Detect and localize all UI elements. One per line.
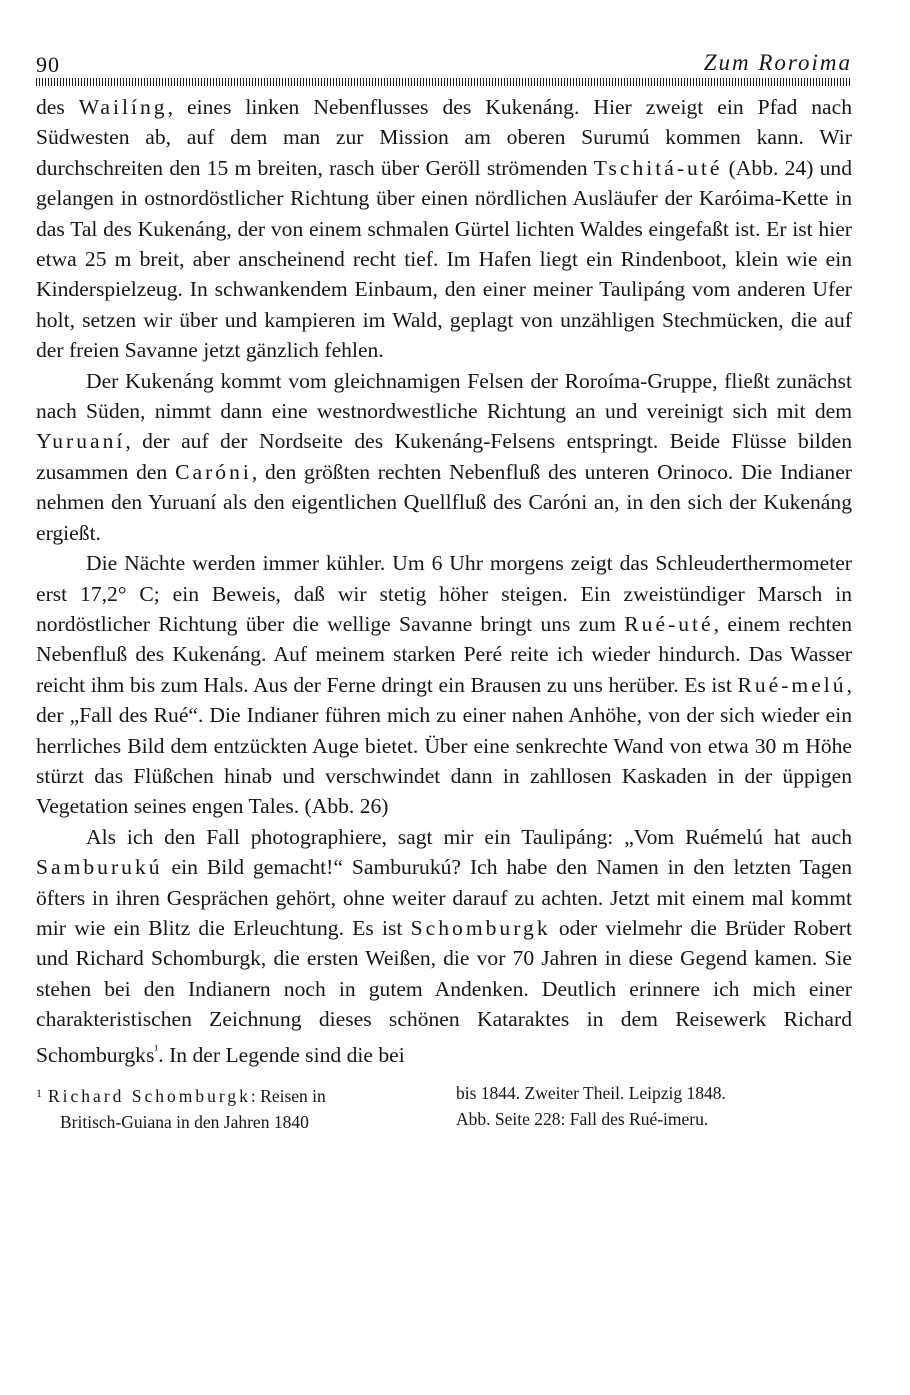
paragraph (36, 92, 852, 366)
paragraph (36, 548, 852, 822)
text-run: Die Nächte werden immer kühler. Um 6 Uhr morgens zeigt das Schleuderthermometer erst 17,2° C; ein Beweis, daß wir stetig höher steigen. Ein zweistündiger Marsch in nordöstlicher Richtung über die wellige Savanne bringt uns zum (36, 551, 852, 636)
text-run: oder vielmehr die Brüder Robert und Richard Schomburgk, die ersten Weißen, die vor 70 Jahren in diese Gegend kamen. Sie stehen bei den Indianern noch in gutem Andenken. Deutlich erinnere ich mich einer charakteristischen Zeichnung dieses schönen Kataraktes in dem Reisewerk Richard Schomburgks (36, 915, 852, 1067)
footnote-left-column (36, 1080, 434, 1135)
header-rule (36, 78, 852, 86)
footnote-right-column (456, 1080, 852, 1135)
spaced-name: Caróni (175, 459, 252, 484)
text-run: , der „Fall des Rué“. Die Indianer führen mich zu einer nahen Anhöhe, von der sich wieder ein herrliches Bild dem entzückten Auge bietet. Über eine senkrechte Wand von etwa 30 m Höhe stürzt das Flüßchen hinab und verschwindet dann in zahllosen Kaskaden in der üppigen Vegetation seines engen Tales. (Abb. 26) (36, 672, 852, 819)
page-header (36, 50, 852, 76)
text-run: . In der Legende sind die bei (158, 1042, 405, 1067)
spaced-name: Rué-uté (624, 611, 714, 636)
text-run: (Abb. 24) und gelangen in ostnordöstlicher Richtung über einen nördlichen Ausläufer der Karóima-Kette in das Tal des Kukenáng, der von einem schmalen Gürtel lichten Waldes eingefaßt ist. Er ist hier etwa 25 m breit, aber anscheinend recht tief. Im Hafen liegt ein Rindenboot, klein wie ein Kinderspielzeug. In schwankendem Einbaum, den einer meiner Taulipáng vom anderen Ufer holt, setzen wir über und kampieren im Wald, geplagt von unzähligen Stechmücken, die auf der freien Savanne jetzt gänzlich fehlen. (36, 155, 852, 363)
spaced-name: Samburukú (36, 855, 163, 880)
book-page (36, 50, 852, 1135)
footnote-marker: 1 (36, 1086, 42, 1101)
spaced-name: Schomburgk (410, 915, 551, 940)
footnote-text-2: Britisch-Guiana in den Jahren 1840 (60, 1112, 309, 1133)
footnote-text-4: Abb. Seite 228: Fall des Rué-imeru. (456, 1109, 709, 1130)
paragraph (36, 366, 852, 548)
text-run: Als ich den Fall photographiere, sagt mir ein Taulipáng: „Vom Ruémelú hat auch (86, 824, 852, 849)
footnote-author: Richard Schomburgk (48, 1086, 251, 1107)
page-number: 90 (36, 52, 60, 77)
spaced-name: Tschitá-uté (593, 155, 723, 180)
spaced-name: Rué-melú (737, 672, 847, 697)
text-run: , der auf der Nordseite des Kukenáng-Felsens entspringt. Beide Flüsse bilden zusammen den (36, 429, 852, 484)
footnote-text-1: : Reisen in (250, 1086, 326, 1107)
text-run: , eines linken Nebenflusses des Kukenáng. Hier zweigt ein Pfad nach Südwesten ab, auf dem man zur Mission am oberen Surumú kommen kann. Wir durchschreiten den 15 m breiten, rasch über Geröll strömenden (36, 95, 852, 180)
footnote-text-3: bis 1844. Zweiter Theil. Leipzig 1848. (456, 1083, 726, 1104)
body-text (36, 92, 852, 1070)
text-run: ein Bild gemacht!“ Samburukú? Ich habe den Namen in den letzten Tagen öfters in ihren Gesprächen gehört, ohne weiter darauf zu achten. Jetzt mit einem mal kommt mir wie ein Blitz die Erleuchtung. Es ist (36, 855, 852, 940)
footnote (36, 1080, 852, 1135)
text-run: des (36, 95, 79, 119)
text-run: Der Kukenáng kommt vom gleichnamigen Felsen der Roroíma-Gruppe, fließt zunächst nach Süden, nimmt dann eine westnordwestliche Richtung an und vereinigt sich mit dem (36, 368, 852, 424)
footnote-reference: ¹ (154, 1041, 159, 1057)
spaced-name: Yuruaní (36, 429, 126, 454)
spaced-name: Wailíng (78, 95, 168, 119)
text-run: , den größten rechten Nebenfluß des unteren Orinoco. Die Indianer nehmen den Yuruaní als den eigentlichen Quellfluß des Caróni an, in den sich der Kukenáng ergießt. (36, 459, 852, 545)
text-run: , einem rechten Nebenfluß des Kukenáng. Auf meinem starken Peré reite ich wieder hindurch. Das Wasser reicht ihm bis zum Hals. Aus der Ferne dringt ein Brausen zu uns herüber. Es ist (36, 611, 852, 697)
running-head: Zum Roroima (703, 50, 852, 75)
paragraph (36, 822, 852, 1070)
